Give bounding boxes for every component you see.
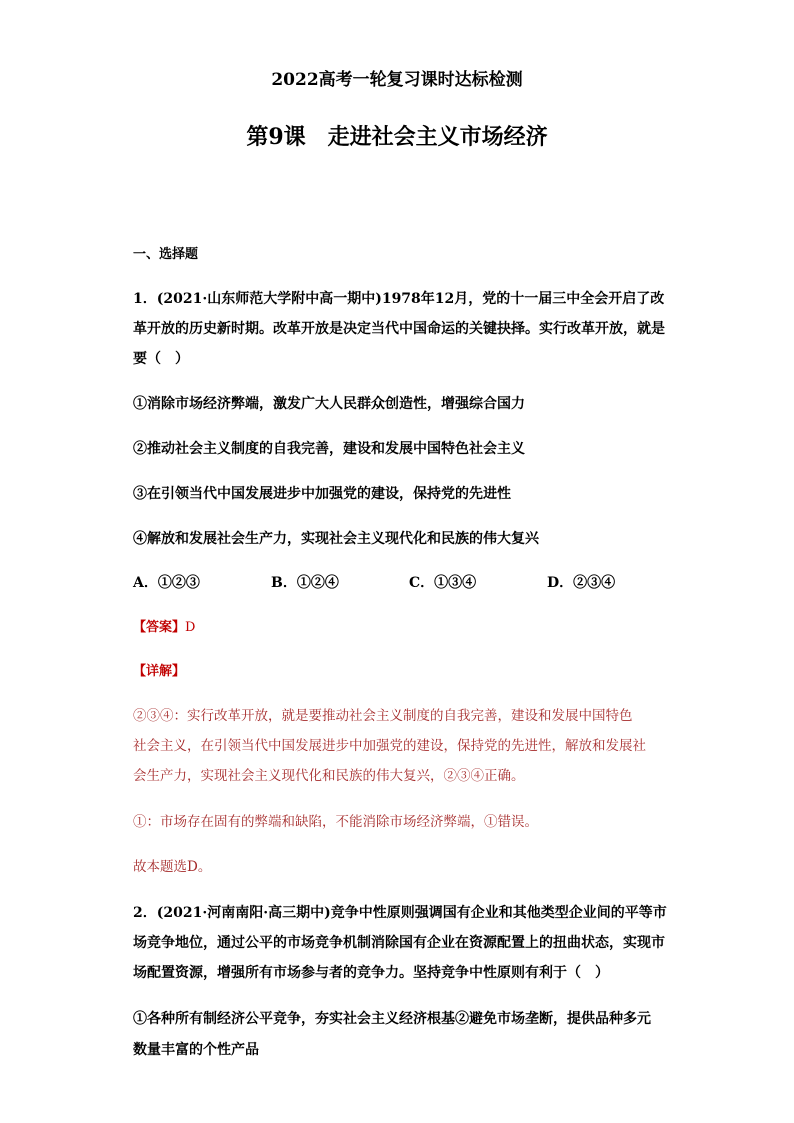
q1-answer (133, 621, 195, 634)
q1-option-1: ①消除市场经济弊端，激发广大人民群众创造性，增强综合国力 (133, 396, 525, 412)
q2-option-line-2: 数量丰富的个性产品 (133, 1042, 259, 1058)
q1-explanation-line-2: 社会主义，在引领当代中国发展进步中加强党的建设，保持党的先进性，解放和发展社 (133, 738, 646, 754)
q1-option-4: ④解放和发展社会生产力，实现社会主义现代化和民族的伟大复兴 (133, 531, 539, 547)
q1-stem-line-3: 要（ ） (133, 351, 189, 367)
q1-option-3: ③在引领当代中国发展进步中加强党的建设，保持党的先进性 (133, 486, 511, 502)
q1-explanation-line-3: 会生产力，实现社会主义现代化和民族的伟大复兴，②③④正确。 (133, 768, 525, 784)
q1-choice-b: B．①②④ (271, 575, 339, 591)
q1-choice-a: A．①②③ (133, 575, 200, 591)
q1-conclusion: 故本题选D。 (133, 859, 212, 875)
q1-stem-line-2: 革开放的历史新时期。改革开放是决定当代中国命运的关键抉择。实行改革开放，就是 (133, 321, 665, 337)
q2-stem-line-2: 场竞争地位，通过公平的市场竞争机制消除国有企业在资源配置上的扭曲状态，实现市 (133, 935, 665, 951)
q1-explanation-line-1: ②③④：实行改革开放，就是要推动社会主义制度的自我完善，建设和发展中国特色 (133, 708, 633, 724)
answer-value: D (185, 620, 196, 635)
q2-option-line-1: ①各种所有制经济公平竞争，夯实社会主义经济根基②避免市场垄断，提供品种多元 (133, 1011, 651, 1027)
lesson-title: 第9课 走进社会主义市场经济 (246, 124, 548, 150)
document-title: 2022高考一轮复习课时达标检测 (271, 70, 523, 90)
q1-option-2: ②推动社会主义制度的自我完善，建设和发展中国特色社会主义 (133, 441, 525, 457)
section-heading: 一、选择题 (133, 247, 199, 262)
q1-detail-label: 【详解】 (133, 664, 186, 679)
q1-explanation-line-4: ①：市场存在固有的弊端和缺陷，不能消除市场经济弊端，①错误。 (133, 814, 538, 830)
q2-stem-line-3: 场配置资源，增强所有市场参与者的竞争力。坚持竞争中性原则有利于（ ） (133, 965, 609, 981)
q2-stem-line-1: 2．(2021·河南南阳·高三期中)竞争中性原则强调国有企业和其他类型企业间的平等市 (133, 905, 667, 921)
q1-choice-c: C．①③④ (409, 575, 477, 591)
q1-choice-d: D．②③④ (547, 575, 616, 591)
q1-stem-line-1: 1．(2021·山东师范大学附中高一期中)1978年12月，党的十一届三中全会开启了改 (133, 291, 665, 307)
answer-label: 【答案】 (133, 620, 186, 635)
